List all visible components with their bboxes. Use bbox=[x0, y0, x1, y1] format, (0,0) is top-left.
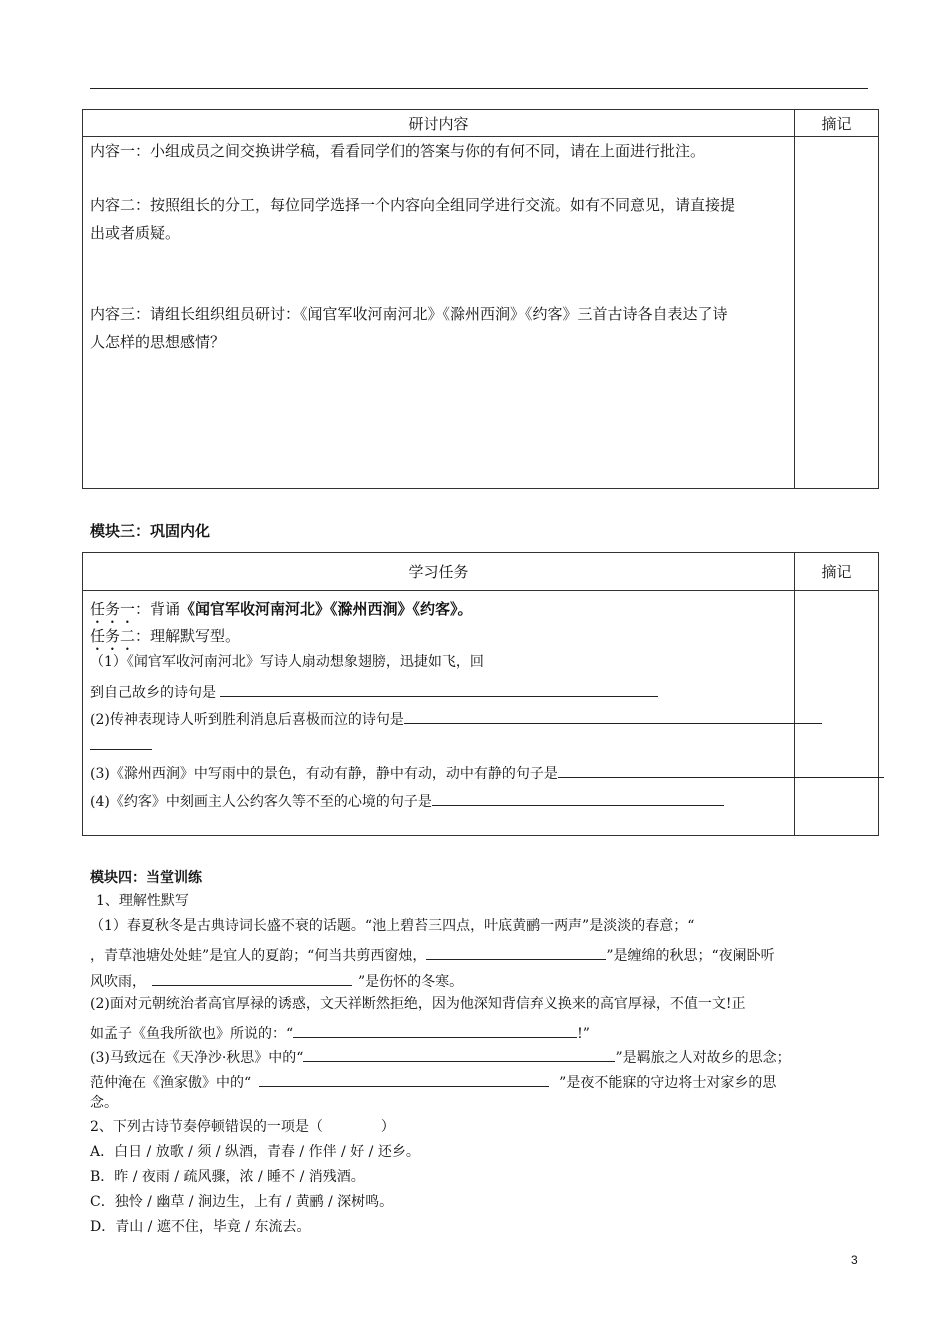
discussion-item-2-line2: 出或者质疑。 bbox=[90, 224, 181, 242]
p3-line2 bbox=[90, 1072, 776, 1090]
p1-line3 bbox=[90, 971, 463, 989]
answer-blank[interactable] bbox=[90, 735, 152, 750]
header-rule bbox=[90, 88, 868, 89]
option-c: C．独怜 / 幽草 / 涧边生，上有 / 黄鹂 / 深树鸣。 bbox=[90, 1194, 394, 1210]
task-1-label: 任务一： bbox=[90, 600, 151, 618]
section-2-question bbox=[90, 1120, 395, 1134]
module3-title: 模块三：巩固内化 bbox=[90, 522, 211, 540]
answer-blank[interactable] bbox=[426, 945, 606, 960]
section-1-title: 1、理解性默写 bbox=[96, 893, 189, 909]
option-d: D．青山 / 遮不住，毕竟 / 东流去。 bbox=[90, 1219, 311, 1235]
task-2-label: 任务二： bbox=[90, 627, 151, 645]
option-a: A．白日 / 放歌 / 须 / 纵酒，青春 / 作伴 / 好 / 还乡。 bbox=[90, 1144, 420, 1160]
task-header: 学习任务 bbox=[83, 553, 795, 591]
p3-line1 bbox=[90, 1047, 791, 1065]
p2-line2 bbox=[90, 1023, 590, 1041]
p2-line2-end: !” bbox=[577, 1026, 590, 1042]
p1-line1: （1）春夏秋冬是古典诗词长盛不衰的话题。“池上碧苔三四点，叶底黄鹂一两声”是淡淡的春意；“ bbox=[90, 918, 695, 934]
question-4-prompt: (4)《约客》中刻画主人公约客久等不至的心境的句子是 bbox=[90, 794, 432, 810]
p3-line2-end: ”是夜不能寐的守边将士对家乡的思 bbox=[559, 1075, 777, 1091]
answer-blank[interactable] bbox=[303, 1047, 615, 1062]
p2-line1: (2)面对元朝统治者高官厚禄的诱惑，文天祥断然拒绝，因为他深知背信弃义换来的高官厚禄，不值一文!正 bbox=[90, 996, 746, 1012]
module4-title: 模块四：当堂训练 bbox=[90, 870, 202, 886]
answer-blank[interactable] bbox=[404, 709, 822, 724]
answer-blank[interactable] bbox=[432, 791, 724, 806]
p3-line3: 念。 bbox=[90, 1095, 118, 1111]
question-1-line2 bbox=[90, 682, 658, 700]
question-2-prompt: (2)传神表现诗人听到胜利消息后喜极而泣的诗句是 bbox=[90, 712, 404, 728]
question-2 bbox=[90, 709, 822, 727]
p3-line1-start: (3)马致远在《天净沙·秋思》中的“ bbox=[90, 1050, 304, 1066]
task-1-poems: 《闻官军收河南河北》《滁州西涧》《约客》。 bbox=[180, 600, 473, 618]
discussion-item-3-line2: 人怎样的思想感情？ bbox=[90, 333, 226, 351]
task-1 bbox=[90, 600, 473, 627]
answer-blank[interactable] bbox=[558, 763, 884, 778]
question-3-prompt: (3)《滁州西涧》中写雨中的景色，有动有静，静中有动，动中有静的句子是 bbox=[90, 766, 558, 782]
discussion-header: 研讨内容 bbox=[83, 110, 795, 137]
question-3 bbox=[90, 763, 884, 781]
answer-blank[interactable] bbox=[460, 682, 614, 697]
p1-line2-start: ，青草池塘处处蛙”是宜人的夏韵；“何当共剪西窗烛， bbox=[90, 948, 427, 964]
page-number: 3 bbox=[851, 1253, 858, 1267]
task-2-text: 理解默写型。 bbox=[150, 627, 241, 645]
section-2-close: ） bbox=[380, 1119, 395, 1135]
p1-line2-end: ”是缠绵的秋思；“夜阑卧听 bbox=[606, 948, 775, 964]
answer-blank[interactable] bbox=[614, 682, 658, 697]
answer-blank[interactable] bbox=[152, 971, 352, 986]
task-2 bbox=[90, 627, 240, 654]
p1-line3-end: ”是伤怀的冬寒。 bbox=[358, 974, 464, 990]
discussion-table bbox=[82, 109, 879, 489]
answer-blank[interactable] bbox=[293, 1023, 577, 1038]
p1-line2 bbox=[90, 945, 775, 963]
discussion-item-1: 内容一：小组成员之间交换讲学稿，看看同学们的答案与你的有何不同，请在上面进行批注。 bbox=[90, 142, 706, 160]
p3-line2-start: 范仲淹在《渔家傲》中的“ bbox=[90, 1075, 252, 1091]
section-2-text: 2、下列古诗节奏停顿错误的一项是（ bbox=[90, 1119, 323, 1135]
question-1-prompt: 到自己故乡的诗句是 bbox=[90, 685, 216, 701]
p1-line3-start: 风吹雨， bbox=[90, 974, 146, 990]
discussion-item-3-line1: 内容三：请组长组织组员研讨：《闻官军收河南河北》《滁州西涧》《约客》三首古诗各自表达了诗 bbox=[90, 305, 728, 323]
answer-blank[interactable] bbox=[259, 1072, 549, 1087]
discussion-item-2-line1: 内容二：按照组长的分工，每位同学选择一个内容向全组同学进行交流。如有不同意见，请直接提 bbox=[90, 196, 736, 214]
notes-cell[interactable] bbox=[795, 137, 879, 489]
notes-header: 摘记 bbox=[795, 110, 879, 137]
p3-line1-end: ”是羁旅之人对故乡的思念； bbox=[615, 1050, 791, 1066]
question-2-continued bbox=[90, 735, 152, 753]
p2-line2-start: 如孟子《鱼我所欲也》所说的：“ bbox=[90, 1026, 294, 1042]
question-4 bbox=[90, 791, 724, 809]
task-1-verb: 背诵 bbox=[150, 600, 181, 618]
answer-blank[interactable] bbox=[220, 682, 460, 697]
question-1-line1: （1）《闻官军收河南河北》写诗人扇动想象翅膀，迅捷如飞，回 bbox=[90, 654, 484, 670]
option-b: B．昨 / 夜雨 / 疏风骤，浓 / 睡不 / 消残酒。 bbox=[90, 1169, 365, 1185]
task-notes-header: 摘记 bbox=[795, 553, 879, 591]
